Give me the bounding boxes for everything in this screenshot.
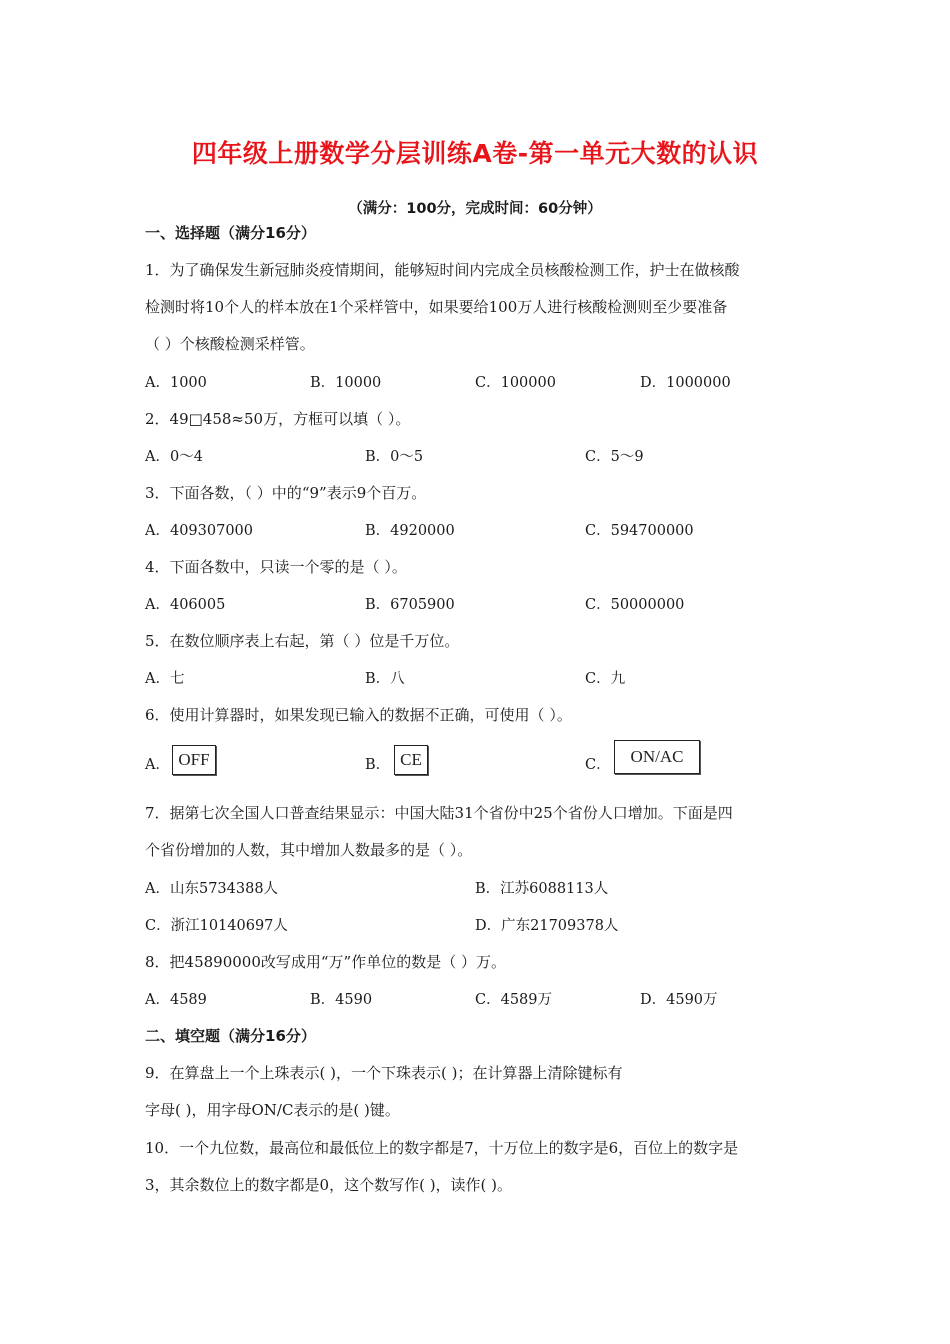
question-8-option-c: C．4589万 <box>475 992 552 1008</box>
question-3-text: 3．下面各数，（ ）中的“9”表示9个百万。 <box>145 484 427 502</box>
question-7-line-2: 个省份增加的人数，其中增加人数最多的是（ ）。 <box>145 841 473 859</box>
question-5-option-a: A．七 <box>145 671 185 687</box>
question-8-text: 8．把45890000改写成用“万”作单位的数是（ ）万。 <box>145 953 506 971</box>
question-5-text: 5．在数位顺序表上右起，第（ ）位是千万位。 <box>145 632 460 650</box>
off-key-icon: OFF <box>172 745 216 775</box>
page-subtitle: （满分：100分，完成时间：60分钟） <box>348 201 602 217</box>
question-7-line-1: 7．据第七次全国人口普查结果显示：中国大陆31个省份中25个省份人口增加。下面是四 <box>145 804 733 822</box>
question-10-line-1: 10．一个九位数，最高位和最低位上的数字都是7，十万位上的数字是6，百位上的数字是 <box>145 1139 739 1157</box>
question-1-line-1: 1．为了确保发生新冠肺炎疫情期间，能够短时间内完成全员核酸检测工作，护士在做核酸 <box>145 261 740 279</box>
question-1-option-c: C．100000 <box>475 375 556 391</box>
question-6-option-c: C． <box>585 757 611 773</box>
question-9-line-2: 字母( )，用字母ON/C表示的是( )键。 <box>145 1101 400 1119</box>
question-4-option-c: C．50000000 <box>585 597 685 613</box>
page-title: 四年级上册数学分层训练A卷-第一单元大数的认识 <box>191 139 759 168</box>
on-ac-key-icon: ON/AC <box>614 740 700 774</box>
question-1-option-a: A．1000 <box>145 375 207 391</box>
question-2-option-b: B．0～5 <box>365 449 424 465</box>
question-3-option-c: C．594700000 <box>585 523 694 539</box>
question-8-option-b: B．4590 <box>310 992 373 1008</box>
question-7-option-c: C．浙江10140697人 <box>145 918 288 934</box>
section-heading-fill: 二、填空题（满分16分） <box>145 1027 316 1045</box>
section-heading-choice: 一、选择题（满分16分） <box>145 224 316 242</box>
question-4-option-a: A．406005 <box>145 597 226 613</box>
question-1-line-3: （ ）个核酸检测采样管。 <box>145 335 315 353</box>
question-7-option-b: B．江苏6088113人 <box>475 881 609 897</box>
question-1-option-d: D．1000000 <box>640 375 731 391</box>
question-10-line-2: 3，其余数位上的数字都是0，这个数写作( )，读作( )。 <box>145 1176 513 1194</box>
question-6-option-a: A． <box>145 757 170 773</box>
question-5-option-b: B．八 <box>365 671 405 687</box>
ce-key-icon: CE <box>394 745 428 775</box>
question-3-option-a: A．409307000 <box>145 523 253 539</box>
question-8-option-d: D．4590万 <box>640 992 718 1008</box>
question-6-option-b: B． <box>365 757 391 773</box>
question-6-text: 6．使用计算器时，如果发现已输入的数据不正确，可使用（ ）。 <box>145 706 572 724</box>
question-4-option-b: B．6705900 <box>365 597 455 613</box>
question-2-option-a: A．0～4 <box>145 449 203 465</box>
question-7-option-d: D．广东21709378人 <box>475 918 619 934</box>
question-5-option-c: C．九 <box>585 671 626 687</box>
question-7-option-a: A．山东5734388人 <box>145 881 279 897</box>
question-2-option-c: C．5～9 <box>585 449 644 465</box>
question-3-option-b: B．4920000 <box>365 523 455 539</box>
question-9-line-1: 9．在算盘上一个上珠表示( )，一个下珠表示( )；在计算器上清除键标有 <box>145 1064 623 1082</box>
question-2-text: 2．49□458≈50万，方框可以填（ ）。 <box>145 410 411 428</box>
question-4-text: 4．下面各数中，只读一个零的是（ ）。 <box>145 558 407 576</box>
question-1-option-b: B．10000 <box>310 375 382 391</box>
question-8-option-a: A．4589 <box>145 992 207 1008</box>
question-1-line-2: 检测时将10个人的样本放在1个采样管中，如果要给100万人进行核酸检测则至少要准备 <box>145 298 728 316</box>
